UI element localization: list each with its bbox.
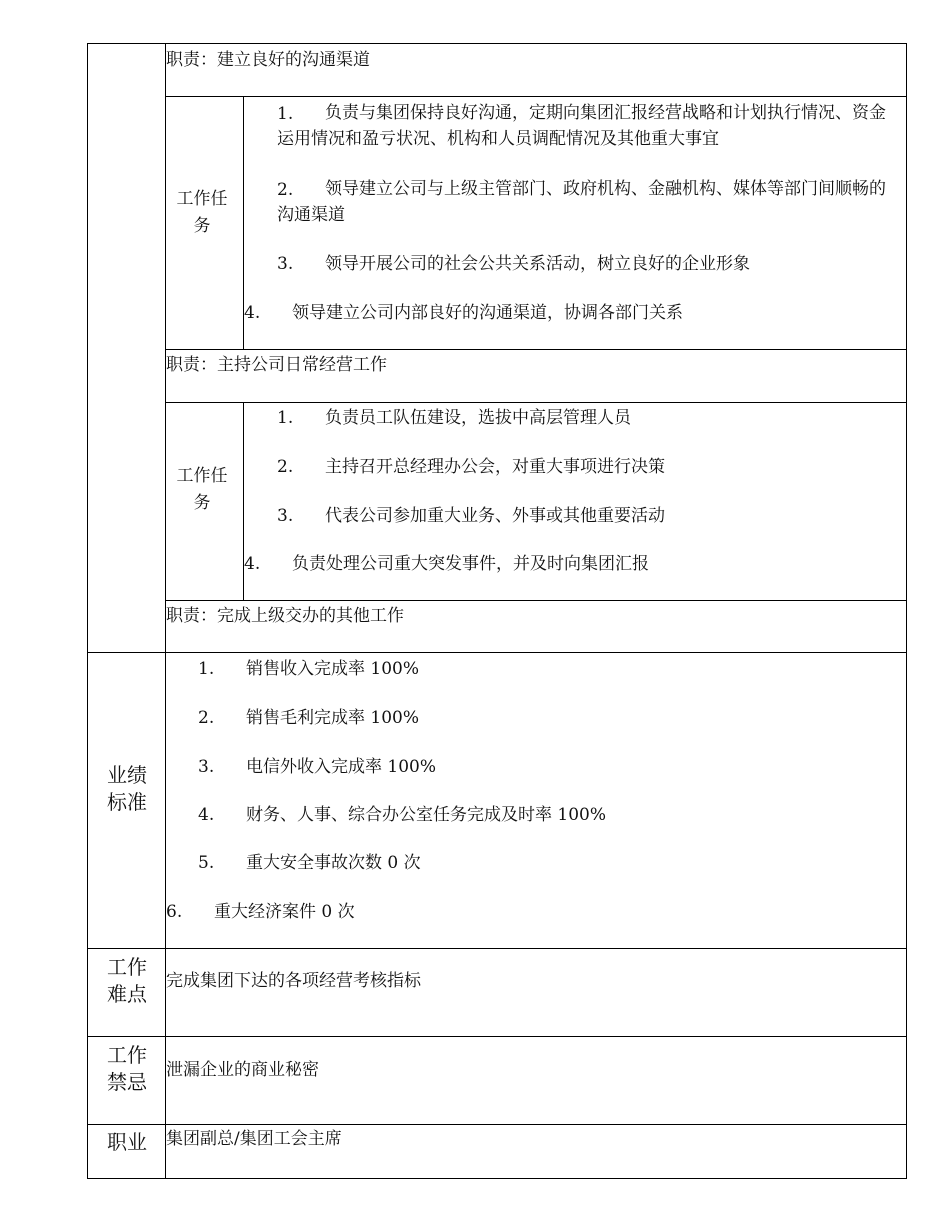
career-text: 集团副总/集团工会主席	[166, 1129, 342, 1149]
performance-item: 财务、人事、综合办公室任务完成及时率 100%	[246, 805, 607, 825]
duty-title-other: 职责：完成上级交办的其他工作	[166, 606, 404, 626]
task-number: 4.	[244, 554, 261, 574]
performance-item: 销售收入完成率 100%	[246, 659, 420, 679]
row-divider	[165, 600, 907, 601]
career-label: 职业	[107, 1130, 147, 1154]
performance-item: 重大经济案件 0 次	[214, 902, 355, 922]
task-item: 领导建立公司内部良好的沟通渠道，协调各部门关系	[292, 303, 683, 323]
row-divider	[87, 948, 907, 949]
row-divider	[87, 652, 907, 653]
taboo-text: 泄漏企业的商业秘密	[166, 1060, 319, 1080]
task-item: 领导建立公司与上级主管部门、政府机构、金融机构、媒体等部门间顺畅的沟通渠道	[277, 179, 886, 225]
task-item: 领导开展公司的社会公共关系活动，树立良好的企业形象	[325, 254, 750, 274]
performance-number: 3.	[198, 757, 215, 777]
task-number: 2.	[277, 457, 294, 477]
task-item: 负责员工队伍建设，选拔中高层管理人员	[325, 408, 631, 428]
performance-number: 1.	[198, 659, 215, 679]
performance-item: 销售毛利完成率 100%	[246, 708, 420, 728]
task-label: 工作任 务	[176, 189, 228, 236]
performance-number: 6.	[166, 902, 183, 922]
performance-number: 5.	[198, 853, 215, 873]
difficulty-label: 工作 难点	[107, 955, 147, 1006]
task-item: 主持召开总经理办公会，对重大事项进行决策	[325, 457, 665, 477]
task-number: 1.	[277, 104, 294, 124]
task-item: 代表公司参加重大业务、外事或其他重要活动	[325, 506, 665, 526]
performance-item: 重大安全事故次数 0 次	[246, 853, 421, 873]
duty-title-communication: 职责：建立良好的沟通渠道	[166, 50, 370, 70]
performance-label: 业绩 标准	[107, 763, 147, 814]
task-item: 负责处理公司重大突发事件，并及时向集团汇报	[292, 554, 649, 574]
task-number: 1.	[277, 408, 294, 428]
task-number: 4.	[244, 303, 261, 323]
task-number: 3.	[277, 506, 294, 526]
difficulty-text: 完成集团下达的各项经营考核指标	[166, 971, 421, 991]
task-number: 2.	[277, 180, 294, 200]
task-number: 3.	[277, 254, 294, 274]
row-divider	[165, 96, 907, 97]
performance-number: 4.	[198, 805, 215, 825]
row-divider	[87, 1036, 907, 1037]
row-divider	[165, 402, 907, 403]
row-divider	[87, 1124, 907, 1125]
performance-number: 2.	[198, 708, 215, 728]
taboo-label: 工作 禁忌	[107, 1043, 147, 1094]
row-divider	[165, 349, 907, 350]
task-item: 负责与集团保持良好沟通，定期向集团汇报经营战略和计划执行情况、资金运用情况和盈亏状况、机构和人员调配情况及其他重大事宜	[277, 103, 886, 149]
duty-title-operations: 职责：主持公司日常经营工作	[166, 355, 387, 375]
task-label: 工作任 务	[176, 466, 228, 513]
performance-item: 电信外收入完成率 100%	[246, 757, 437, 777]
